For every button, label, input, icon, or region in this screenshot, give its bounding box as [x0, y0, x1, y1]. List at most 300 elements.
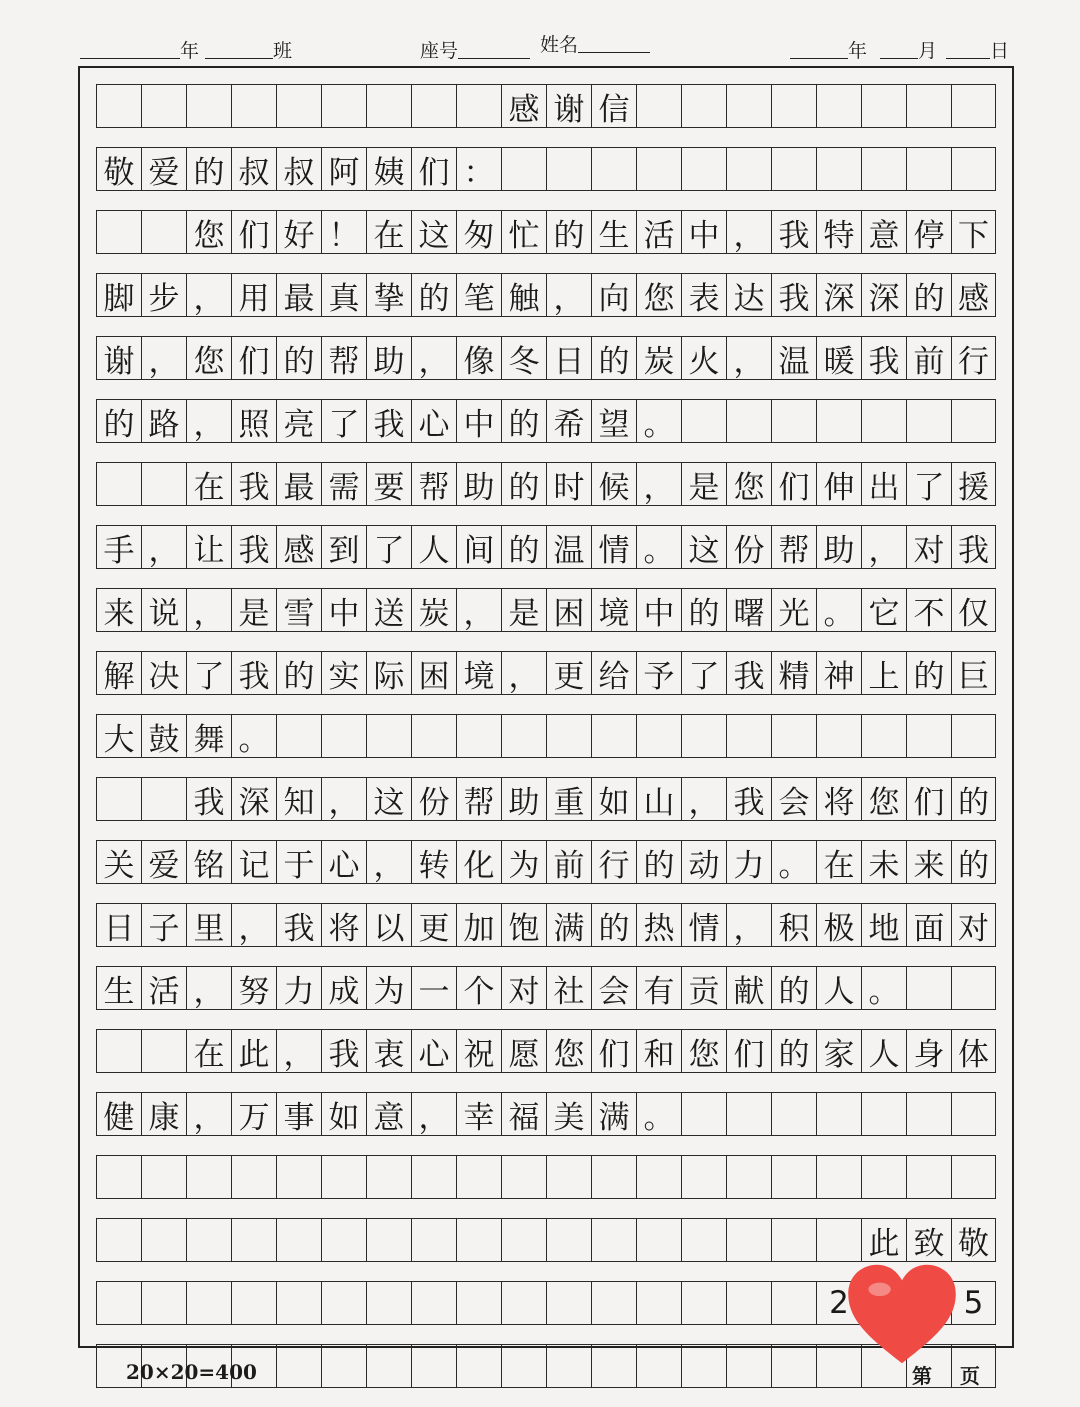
grid-cell: 助: [456, 462, 501, 506]
grid-cell: 步: [141, 273, 186, 317]
grid-cell: 叔: [276, 147, 321, 191]
grid-cell: 的: [186, 147, 231, 191]
grid-cell: 您: [636, 273, 681, 317]
grid-cell: [276, 1155, 321, 1199]
grid-cell: 于: [276, 840, 321, 884]
grid-cell: 境: [591, 588, 636, 632]
grid-cell: 饱: [501, 903, 546, 947]
grid-cell: [726, 1344, 771, 1388]
grid-cell: 最: [276, 462, 321, 506]
grid-cell: 了: [366, 525, 411, 569]
grid-cell: 照: [231, 399, 276, 443]
grid-cell: 们: [726, 1029, 771, 1073]
grid-cell: 未: [861, 840, 906, 884]
grid-cell: [951, 147, 996, 191]
grid-cell: 中: [636, 588, 681, 632]
grid-cell: 望: [591, 399, 636, 443]
grid-cell: [411, 1281, 456, 1325]
grid-cell: 信: [591, 84, 636, 128]
grid-cell: [231, 1218, 276, 1262]
grid-cell: [906, 1092, 951, 1136]
grid-cell: 身: [906, 1029, 951, 1073]
grid-cell: ，: [501, 651, 546, 695]
grid-cell: 的: [546, 210, 591, 254]
grid-cell: 生: [96, 966, 141, 1010]
grid-cell: 需: [321, 462, 366, 506]
grid-cell: [636, 1281, 681, 1325]
grid-cell: [681, 1092, 726, 1136]
grid-cell: 炭: [411, 588, 456, 632]
grid-cell: 是: [681, 462, 726, 506]
grid-cell: 为: [501, 840, 546, 884]
grid-cell: 像: [456, 336, 501, 380]
grid-cell: 您: [681, 1029, 726, 1073]
grid-cell: 境: [456, 651, 501, 695]
grid-cell: [501, 1155, 546, 1199]
grid-cell: 如: [591, 777, 636, 821]
grid-cell: [726, 147, 771, 191]
grid-cell: [546, 1344, 591, 1388]
grid-cell: 帮: [771, 525, 816, 569]
grid-cell: [546, 1155, 591, 1199]
grid-cell: [636, 1155, 681, 1199]
grid-cell: 的: [951, 777, 996, 821]
grid-cell: 爱: [141, 147, 186, 191]
grid-cell: 候: [591, 462, 636, 506]
grid-row: [96, 651, 996, 695]
grid-cell: 积: [771, 903, 816, 947]
grid-cell: 日: [546, 336, 591, 380]
grid-cell: 努: [231, 966, 276, 1010]
grid-cell: 援: [951, 462, 996, 506]
grid-cell: 感: [501, 84, 546, 128]
class-blank: [205, 40, 273, 59]
grid-cell: 予: [636, 651, 681, 695]
grid-cell: 满: [546, 903, 591, 947]
grid-cell: ，: [456, 588, 501, 632]
grid-cell: 仅: [951, 588, 996, 632]
grid-cell: 了: [681, 651, 726, 695]
grid-cell: 鼓: [141, 714, 186, 758]
day-blank: [946, 40, 990, 59]
grid-cell: 。: [231, 714, 276, 758]
grid-cell: 。: [636, 1092, 681, 1136]
grid-cell: 表: [681, 273, 726, 317]
grid-cell: 了: [321, 399, 366, 443]
grid-row: [96, 525, 996, 569]
grid-cell: [96, 1029, 141, 1073]
grid-cell: 对: [501, 966, 546, 1010]
grid-cell: [456, 714, 501, 758]
grid-cell: 出: [861, 462, 906, 506]
grid-cell: ，: [726, 903, 771, 947]
grid-cell: 行: [591, 840, 636, 884]
grid-cell: [321, 1344, 366, 1388]
grid-cell: [681, 1281, 726, 1325]
grid-cell: 份: [726, 525, 771, 569]
grid-cell: 。: [636, 399, 681, 443]
grid-cell: 精: [771, 651, 816, 695]
grid-row: [96, 84, 996, 128]
grid-cell: 。: [771, 840, 816, 884]
grid-cell: 健: [96, 1092, 141, 1136]
grid-cell: [771, 399, 816, 443]
grid-cell: ，: [186, 1092, 231, 1136]
grid-cell: [366, 84, 411, 128]
grid-row: [96, 210, 996, 254]
grid-row: [96, 462, 996, 506]
grid-cell: [771, 1344, 816, 1388]
grid-cell: 感: [951, 273, 996, 317]
grid-cell: [816, 1218, 861, 1262]
seat-blank: [458, 40, 530, 59]
grid-cell: [411, 1218, 456, 1262]
grid-cell: 了: [906, 462, 951, 506]
grid-cell: 成: [321, 966, 366, 1010]
grid-row: [96, 1029, 996, 1073]
grid-cell: 关: [96, 840, 141, 884]
grid-cell: 温: [546, 525, 591, 569]
grid-cell: 火: [681, 336, 726, 380]
grid-cell: [501, 147, 546, 191]
grid-cell: [951, 966, 996, 1010]
grid-cell: 重: [546, 777, 591, 821]
grid-cell: [681, 714, 726, 758]
grid-cell: [726, 714, 771, 758]
grid-cell: 中: [681, 210, 726, 254]
grid-cell: 子: [141, 903, 186, 947]
grid-cell: 巨: [951, 651, 996, 695]
grid-cell: 意: [366, 1092, 411, 1136]
grid-cell: 助: [816, 525, 861, 569]
grid-cell: [726, 84, 771, 128]
grid-cell: [771, 714, 816, 758]
grid-cell: 助: [366, 336, 411, 380]
grid-cell: 停: [906, 210, 951, 254]
grid-cell: [231, 1155, 276, 1199]
grid-cell: 敬: [951, 1218, 996, 1262]
grid-cell: 我: [861, 336, 906, 380]
grid-cell: [456, 1281, 501, 1325]
grid-cell: 这: [681, 525, 726, 569]
grid-cell: [681, 147, 726, 191]
grid-cell: 上: [861, 651, 906, 695]
grid-cell: 致: [906, 1218, 951, 1262]
grid-cell: 活: [636, 210, 681, 254]
grid-cell: 炭: [636, 336, 681, 380]
grid-cell: 的: [771, 1029, 816, 1073]
grid-cell: 行: [951, 336, 996, 380]
grid-cell: 谢: [96, 336, 141, 380]
grid-cell: 助: [501, 777, 546, 821]
grid-cell: 生: [591, 210, 636, 254]
grid-row: [96, 714, 996, 758]
grid-cell: 情: [591, 525, 636, 569]
grid-cell: 手: [96, 525, 141, 569]
grade-blank: [80, 40, 180, 59]
grid-cell: [816, 147, 861, 191]
grid-cell: [141, 1155, 186, 1199]
grid-cell: [771, 84, 816, 128]
grid-cell: [96, 777, 141, 821]
grid-cell: [906, 84, 951, 128]
grid-cell: [771, 1155, 816, 1199]
grid-cell: 中: [321, 588, 366, 632]
heart-sticker-icon: [846, 1262, 958, 1366]
grid-cell: 人: [411, 525, 456, 569]
grid-cell: [861, 399, 906, 443]
grid-cell: [321, 1281, 366, 1325]
grid-cell: 如: [321, 1092, 366, 1136]
grid-cell: 决: [141, 651, 186, 695]
grid-cell: 衷: [366, 1029, 411, 1073]
grid-cell: [636, 1344, 681, 1388]
grid-cell: 深: [231, 777, 276, 821]
grid-cell: [906, 147, 951, 191]
grid-cell: 我: [726, 651, 771, 695]
grid-cell: 。: [861, 966, 906, 1010]
grid-cell: 用: [231, 273, 276, 317]
grid-row: [96, 588, 996, 632]
grid-cell: 爱: [141, 840, 186, 884]
grid-cell: ，: [186, 966, 231, 1010]
grid-cell: 愿: [501, 1029, 546, 1073]
grid-count-label: 20×20=400: [126, 1360, 257, 1384]
grid-cell: 您: [726, 462, 771, 506]
grid-cell: 前: [546, 840, 591, 884]
grid-cell: 谢: [546, 84, 591, 128]
grid-cell: [951, 84, 996, 128]
grid-cell: 这: [366, 777, 411, 821]
grid-cell: 它: [861, 588, 906, 632]
grid-cell: 说: [141, 588, 186, 632]
grid-cell: [411, 1155, 456, 1199]
grid-cell: 对: [951, 903, 996, 947]
grid-cell: [726, 1155, 771, 1199]
grid-cell: ：: [456, 147, 501, 191]
grid-cell: [861, 147, 906, 191]
grid-cell: 。: [636, 525, 681, 569]
grid-cell: [96, 84, 141, 128]
grid-cell: 冬: [501, 336, 546, 380]
grid-cell: [501, 1281, 546, 1325]
grid-cell: 实: [321, 651, 366, 695]
grid-cell: 山: [636, 777, 681, 821]
grid-cell: 前: [906, 336, 951, 380]
grid-cell: 此: [231, 1029, 276, 1073]
grid-cell: [456, 1218, 501, 1262]
grid-cell: [96, 1281, 141, 1325]
grid-cell: [231, 1281, 276, 1325]
grid-cell: [861, 84, 906, 128]
grid-cell: 送: [366, 588, 411, 632]
grid-cell: [411, 84, 456, 128]
grid-cell: [951, 1155, 996, 1199]
grid-cell: [636, 147, 681, 191]
grid-row: [96, 1218, 996, 1262]
grid-cell: 我: [726, 777, 771, 821]
grid-cell: ，: [726, 210, 771, 254]
grid-cell: [276, 1344, 321, 1388]
grid-cell: 们: [231, 210, 276, 254]
grid-cell: 深: [861, 273, 906, 317]
grid-row: [96, 399, 996, 443]
grid-cell: [636, 84, 681, 128]
grid-cell: [546, 147, 591, 191]
grid-row: [96, 1155, 996, 1199]
grid-row: [96, 840, 996, 884]
grid-cell: 此: [861, 1218, 906, 1262]
grid-cell: [141, 1029, 186, 1073]
grid-cell: [546, 1218, 591, 1262]
grid-cell: [816, 1092, 861, 1136]
grid-cell: [681, 1155, 726, 1199]
grid-cell: 们: [411, 147, 456, 191]
grid-cell: ，: [231, 903, 276, 947]
grid-cell: [636, 1218, 681, 1262]
grid-cell: [276, 1281, 321, 1325]
grid-cell: 们: [591, 1029, 636, 1073]
grid-cell: [276, 84, 321, 128]
grid-cell: 际: [366, 651, 411, 695]
grid-cell: 我: [771, 273, 816, 317]
grid-cell: 个: [456, 966, 501, 1010]
grid-cell: [816, 1155, 861, 1199]
grid-cell: 曙: [726, 588, 771, 632]
grid-row: [96, 273, 996, 317]
grid-cell: [141, 1218, 186, 1262]
grid-row: [96, 1092, 996, 1136]
grid-cell: [726, 1281, 771, 1325]
grid-cell: 面: [906, 903, 951, 947]
grid-cell: 您: [186, 210, 231, 254]
grid-cell: 在: [816, 840, 861, 884]
grid-cell: 忙: [501, 210, 546, 254]
grid-cell: [546, 1281, 591, 1325]
grid-cell: 心: [411, 1029, 456, 1073]
grid-cell: [276, 1218, 321, 1262]
grid-cell: 转: [411, 840, 456, 884]
grid-row: [96, 336, 996, 380]
grid-cell: 间: [456, 525, 501, 569]
grid-cell: [951, 714, 996, 758]
grid-cell: 心: [321, 840, 366, 884]
grid-cell: 的: [906, 651, 951, 695]
grid-cell: 中: [456, 399, 501, 443]
grid-cell: 温: [771, 336, 816, 380]
grid-cell: 们: [771, 462, 816, 506]
grid-cell: 更: [546, 651, 591, 695]
grid-cell: [681, 1344, 726, 1388]
day-label: 日: [990, 40, 1010, 62]
grid-cell: 动: [681, 840, 726, 884]
grid-cell: 的: [501, 525, 546, 569]
grid-cell: 我: [321, 1029, 366, 1073]
grid-cell: 光: [771, 588, 816, 632]
grid-cell: [861, 1155, 906, 1199]
grid-cell: 对: [906, 525, 951, 569]
grade-label: 年: [180, 40, 200, 62]
grid-cell: [96, 210, 141, 254]
grid-cell: [456, 84, 501, 128]
grid-cell: 2: [816, 1281, 861, 1325]
grid-cell: 雪: [276, 588, 321, 632]
grid-cell: 会: [771, 777, 816, 821]
grid-cell: 帮: [456, 777, 501, 821]
grid-cell: [186, 84, 231, 128]
grid-cell: 有: [636, 966, 681, 1010]
grid-cell: ，: [636, 462, 681, 506]
grid-cell: 到: [321, 525, 366, 569]
grid-cell: 困: [411, 651, 456, 695]
grid-cell: 让: [186, 525, 231, 569]
grid-cell: 来: [96, 588, 141, 632]
grid-cell: [411, 714, 456, 758]
grid-cell: [906, 966, 951, 1010]
grid-cell: 特: [816, 210, 861, 254]
grid-cell: [681, 399, 726, 443]
grid-cell: [321, 1155, 366, 1199]
grid-cell: 5: [951, 1281, 996, 1325]
grid-cell: 的: [591, 903, 636, 947]
grid-cell: 我: [231, 525, 276, 569]
grid-cell: 社: [546, 966, 591, 1010]
grid-cell: 是: [501, 588, 546, 632]
grid-cell: [456, 1344, 501, 1388]
grid-cell: [861, 1092, 906, 1136]
grid-cell: ，: [321, 777, 366, 821]
grid-cell: 感: [276, 525, 321, 569]
grid-cell: [591, 1218, 636, 1262]
grid-cell: [816, 714, 861, 758]
grid-cell: [816, 84, 861, 128]
grid-cell: 来: [906, 840, 951, 884]
grid-cell: 好: [276, 210, 321, 254]
grid-cell: 地: [861, 903, 906, 947]
writing-grid: [96, 84, 996, 1407]
grid-cell: 姨: [366, 147, 411, 191]
grid-cell: [186, 1155, 231, 1199]
grid-cell: [366, 1218, 411, 1262]
grid-cell: 亮: [276, 399, 321, 443]
grid-cell: ，: [546, 273, 591, 317]
grid-cell: [951, 1092, 996, 1136]
grid-row: [96, 777, 996, 821]
grid-cell: 的: [276, 651, 321, 695]
grid-cell: 们: [231, 336, 276, 380]
grid-cell: [321, 714, 366, 758]
year-label: 年: [848, 40, 868, 62]
grid-cell: 的: [411, 273, 456, 317]
grid-cell: 力: [726, 840, 771, 884]
grid-cell: 伸: [816, 462, 861, 506]
grid-row: [96, 147, 996, 191]
grid-cell: 康: [141, 1092, 186, 1136]
grid-cell: 祝: [456, 1029, 501, 1073]
grid-cell: [861, 714, 906, 758]
grid-cell: ，: [186, 273, 231, 317]
grid-cell: 情: [681, 903, 726, 947]
grid-cell: [501, 1344, 546, 1388]
grid-cell: 挚: [366, 273, 411, 317]
grid-cell: 您: [861, 777, 906, 821]
grid-cell: [96, 1155, 141, 1199]
grid-cell: 脚: [96, 273, 141, 317]
grid-cell: 暖: [816, 336, 861, 380]
grid-cell: 在: [366, 210, 411, 254]
grid-cell: 的: [501, 399, 546, 443]
grid-cell: ，: [861, 525, 906, 569]
